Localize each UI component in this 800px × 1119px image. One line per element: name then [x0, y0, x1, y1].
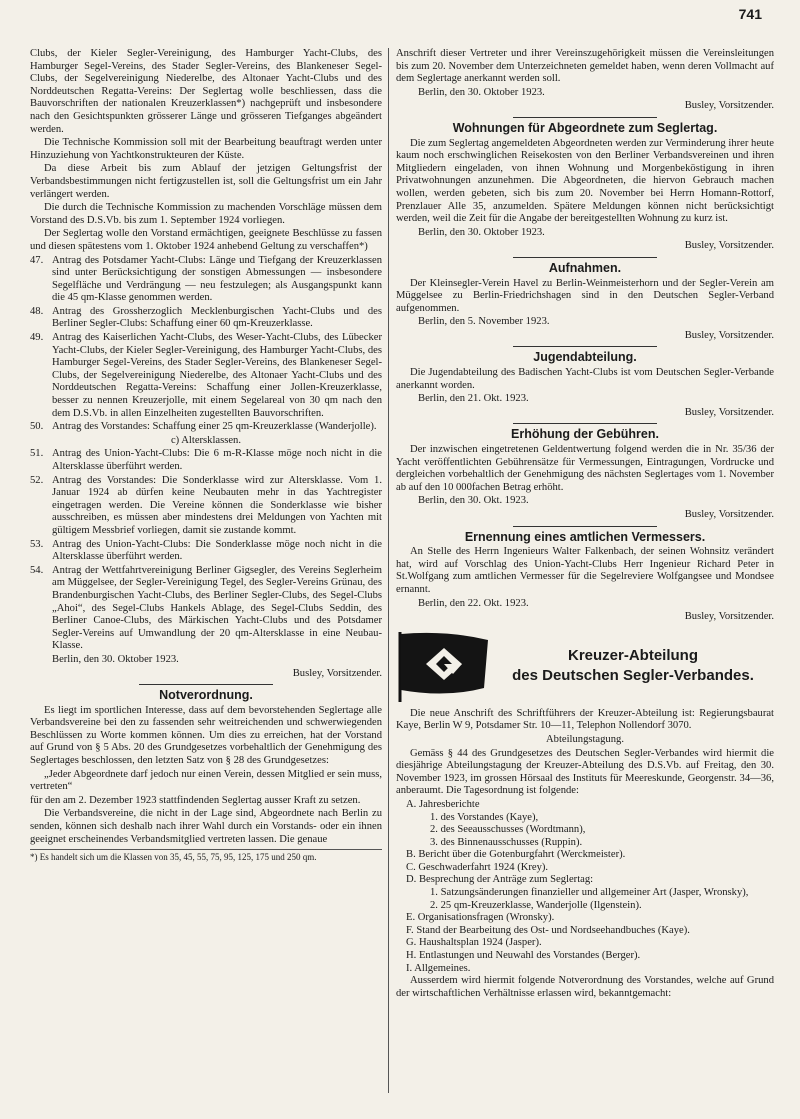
section-rule: [139, 684, 273, 685]
motion-number: 48.: [30, 305, 44, 317]
motion-51: [30, 448, 382, 473]
paragraph: Die zum Seglertag angemeldeten Abgeordneten werden zur Verminderung ihrer heute kaum noch erschwinglichen Reisekosten von den Berliner Verbandsvereinen und ihren Mitgliedern eingeladen, von ihnen Wohnung und Morgenbeköstigung in ihren Privatwohnungen anzunehmen. Die Abgeordneten, die hiervon Gebrauch machen wollen, werden gebeten, sich bis zum 20. November bei Herrn Homann-Rottorf, Prenzlauer Alle 35, anzumelden. Spätere Meldungen können nicht berücksichtigt werden, weil die Zeit für die Angabe der bereitgestellten Wohnung zu kurz ist.: [396, 137, 774, 225]
agenda-subitem: 1. Satzungsänderungen finanzieller und allgemeiner Art (Jasper, Wronsky),: [430, 887, 749, 899]
agenda-item: F. Stand der Bearbeitung des Ost- und Nordseehandbuches (Kaye).: [406, 924, 690, 936]
motion-text: Antrag des Vorstandes: Die Sonderklasse wird zur Altersklasse. Vom 1. Januar 1924 ab dürfen keine Neubauten mehr in das Yachtregister eingetragen werden. Die Vereine können die Sonderklasse wie bisher ausschreiben, es müssen aber mindestens drei Meldungen von Yachten mit gültigem Messbrief vorliegen, damit sie zustande kommt.: [52, 474, 382, 536]
right-column: [396, 48, 774, 1093]
motion-52: [30, 475, 382, 538]
motion-47: [30, 255, 382, 305]
kreuzer-title-line1: Kreuzer-Abteilung: [567, 646, 698, 664]
agenda-item: G. Haushaltsplan 1924 (Jasper).: [406, 937, 542, 949]
motion-50: [30, 421, 382, 434]
paragraph: Es liegt im sportlichen Interesse, dass auf dem bevorstehenden Seglertage alle Verbandsvereine bei den zu fassenden sehr weitreichenden und schwerwiegenden Beschlüssen zu Worte kommen können. Um dies zu erreichen, hat der Vorstand auf Grund von § 5 Abs. 20 des Grundgesetzes vorbehaltlich der Genehmigung des Seglertages beschlossen, den letzten Satz von § 28 des Grundgesetzes:: [30, 704, 382, 767]
paragraph: Ausserdem wird hiermit folgende Notverordnung des Vorstandes, welche auf Grund der wirtschaftlichen Verhältnisse erlassen wird, bekanntgemacht:: [396, 975, 774, 999]
motion-number: 54.: [30, 564, 44, 576]
motion-53: [30, 539, 382, 564]
signature: Busley, Vorsitzender.: [292, 667, 382, 679]
agenda-item: H. Entlastungen und Neuwahl des Vorstandes (Berger).: [406, 950, 641, 962]
motion-number: 53.: [30, 538, 44, 550]
paragraph: Anschrift dieser Vertreter und ihrer Vereinszugehörigkeit müssen die Vereinsleitungen bis zum 20. November dem Unterzeichneten gemeldet haben, wenn deren Vollmacht auf dem Seglertage anerkannt werden soll.: [396, 48, 774, 85]
paragraph: für den am 2. Dezember 1923 stattfindenden Seglertag ausser Kraft zu setzen.: [30, 794, 361, 806]
motion-text: Antrag des Vorstandes: Schaffung einer 25 qm-Kreuzerklasse (Wanderjolle).: [52, 421, 377, 433]
section-rule: [513, 423, 657, 424]
motion-text: Antrag des Grossherzoglich Mecklenburgischen Yacht-Clubs und des Berliner Segler-Clubs: Schaffung einer 60 qm-Kreuzerklasse.: [52, 305, 382, 330]
motion-48: [30, 306, 382, 331]
dateline: Berlin, den 30. Oktober 1923.: [418, 86, 545, 98]
agenda-subitem: 1. des Vorstandes (Kaye),: [430, 811, 539, 823]
paragraph: Die durch die Technische Kommission zu machenden Vorschläge müssen dem Vorstand des D.S.Vb. bis zum 1. September 1924 vorliegen.: [30, 202, 382, 226]
agenda-item: A. Jahresberichte: [406, 798, 480, 810]
agenda-item: I. Allgemeines.: [406, 962, 471, 974]
section-rule: [513, 526, 657, 527]
motion-text: Antrag der Wettfahrtvereinigung Berliner Gigsegler, des Vereins Seglerheim am Müggelsee, der Segler-Vereinigung Tegel, des Segler-Vereins Grünau, des Brandenburgischen Yacht-Clubs, des Berliner Segler-Clubs, des Segel-Clubs „Ahoi“, des Segel-Clubs Hankels Ablage, des Segel-Clubs Seddin, des Berliner Canoe-Clubs, des Märkischen Yacht-Clubs und des Potsdamer Segler-Vereins auf Umwandlung der 20 qm-Altersklasse in eine Neubau-Klasse.: [52, 564, 382, 652]
kreuzer-header: [396, 628, 774, 704]
section-title-notverordnung: Notverordnung.: [159, 688, 253, 703]
motion-number: 47.: [30, 254, 44, 266]
agenda-subitem: 2. des Seeausschusses (Wordtmann),: [430, 824, 586, 836]
section-title-wohnungen: Wohnungen für Abgeordnete zum Seglertag.: [452, 120, 718, 135]
paragraph: Da diese Arbeit bis zum Ablauf der jetzigen Geltungsfrist der Verbandsbestimmungen nicht fertigzustellen ist, soll die Geltungsfrist um ein Jahr verlängert werden.: [30, 163, 382, 200]
dateline: Berlin, den 30. Oktober 1923.: [418, 226, 545, 238]
section-title-jugendabteilung: Jugendabteilung.: [533, 350, 637, 365]
footnote: *) Es handelt sich um die Klassen von 35, 45, 55, 75, 95, 125, 175 und 250 qm.: [30, 849, 382, 863]
dateline: Berlin, den 30. Okt. 1923.: [418, 495, 529, 507]
paragraph: Die Jugendabteilung des Badischen Yacht-Clubs ist vom Deutschen Segler-Verbande anerkannt worden.: [396, 367, 774, 391]
signature: Busley, Vorsitzender.: [684, 240, 774, 252]
paragraph: Clubs, der Kieler Segler-Vereinigung, des Hamburger Yacht-Clubs, des Hamburger Segel-Vereins, des Stader Segler-Vereins, des Blankeneser Segel-Clubs, der Segelvereinigung Niederelbe, des Altonaer Yacht-Clubs und des Norddeutschen Regatta-Vereins: Der Seglertag wolle beschliessen, dass die Bauvorschriften der nationalen Kreuzerklassen*) nachgeprüft und insbesondere nach den Gesichtspunkten grösserer Länge und grösseren Tiefganges abgeändert werden.: [30, 48, 382, 135]
agenda-item: E. Organisationsfragen (Wronsky).: [406, 912, 555, 924]
agenda-item: D. Besprechung der Anträge zum Seglertag:: [406, 874, 594, 886]
motion-text: Antrag des Kaiserlichen Yacht-Clubs, des Weser-Yacht-Clubs, des Lübecker Yacht-Clubs, der Kieler Segler-Vereinigung, des Hamburger Yacht-Clubs, des Hamburger Segel-Vereins, des Stader Segler-Vereins, des Blankeneser Segel-Clubs, der Segelvereinigung Niederelbe, des Altonaer Yacht-Clubs und des Norddeutschen Regatta-Vereins: Schaffung einer Jollen-Kreuzerklasse, besser zu nennen Kreuzerjolle, mit einem Segelareal von 30 qm nach den dem D.S.Vb. in allen Einzelheiten zugestellten Bauvorschriften.: [52, 332, 382, 419]
section-rule: [513, 117, 657, 118]
agenda-item: C. Geschwaderfahrt 1924 (Krey).: [406, 861, 549, 873]
column-divider: [388, 48, 389, 1093]
motion-54: [30, 565, 382, 653]
quote: „Jeder Abgeordnete darf jedoch nur einen Verein, dessen Mitglied er sein muss, vertreten“: [30, 768, 382, 793]
motion-text: Antrag des Union-Yacht-Clubs: Die Sonderklasse möge noch nicht in die Altersklasse überführt werden.: [52, 538, 382, 563]
motion-number: 51.: [30, 448, 44, 460]
motion-49: [30, 332, 382, 420]
paragraph: Die Technische Kommission soll mit der Bearbeitung beauftragt werden unter Hinzuziehung von Yachtkonstrukteuren der Küste.: [30, 137, 382, 161]
subheading-abteilungstagung: Abteilungstagung.: [546, 733, 624, 745]
kreuzer-title: [492, 646, 774, 686]
motion-number: 49.: [30, 332, 44, 344]
agenda-item: B. Bericht über die Gotenburgfahrt (Werckmeister).: [406, 849, 626, 861]
agenda-list: [396, 799, 774, 975]
signature: Busley, Vorsitzender.: [684, 329, 774, 341]
dateline: Berlin, den 22. Okt. 1923.: [418, 597, 529, 609]
signature: Busley, Vorsitzender.: [684, 611, 774, 623]
section-rule: [513, 257, 657, 258]
dateline: Berlin, den 5. November 1923.: [418, 316, 550, 328]
burgee-flag-icon: [396, 628, 492, 704]
section-rule: [513, 346, 657, 347]
motion-text: Antrag des Union-Yacht-Clubs: Die 6 m-R-Klasse möge noch nicht in die Altersklasse überführt werden.: [52, 448, 382, 472]
section-title-gebuehren: Erhöhung der Gebühren.: [511, 427, 659, 442]
paragraph: An Stelle des Herrn Ingenieurs Walter Falkenbach, der seinen Wohnsitz verändert hat, wird auf Vorschlag des Union-Yacht-Clubs Herr Ingenieur Richard Peter in St.Wolfgang zum amtlichen Vermesser für die Segelreviere Wolfgangsee und Mondsee ernannt.: [396, 546, 774, 595]
paragraph: Die Verbandsvereine, die nicht in der Lage sind, Abgeordnete nach Berlin zu senden, können sich deshalb nach ihrer Wahl durch ein Vorstands- oder ein ihnen geeignet erscheinendes Verbandsmitglied vertreten lassen. Die genaue: [30, 808, 382, 845]
paragraph: Die neue Anschrift des Schriftführers der Kreuzer-Abteilung ist: Regierungsbaurat Kaye, Berlin W 9, Potsdamer Str. 10—11, Telephon Nollendorf 3070.: [396, 707, 774, 732]
page-number: 741: [738, 6, 762, 22]
paragraph: Der Seglertag wolle den Vorstand ermächtigen, geeignete Beschlüsse zu fassen und diesen spätestens vom 1. Oktober 1924 anhebend Geltung zu verschaffen*): [30, 228, 382, 252]
signature: Busley, Vorsitzender.: [684, 406, 774, 418]
motion-text: Antrag des Potsdamer Yacht-Clubs: Länge und Tiefgang der Kreuzerklassen sind unter Berücksichtigung der sonstigen Abmessungen — insbesondere Segelfläche und Verdrängung — neu festzulegen; als Ausgangspunkt kann die 45 qm-Klasse genommen werden.: [52, 254, 382, 304]
motion-number: 50.: [30, 421, 44, 433]
paragraph: Gemäss § 44 des Grundgesetzes des Deutschen Segler-Verbandes wird hiermit die diesjährige Abteilungstagung der Kreuzer-Abteilung des D.S.Vb. auf Freitag, den 30. November 1923, im grossen Hörsaal des Instituts für Meereskunde, Georgenstr. 34—36, anberaumt. Die Tagesordnung ist folgende:: [396, 747, 774, 797]
left-column: [30, 48, 382, 1093]
paragraph: Der inzwischen eingetretenen Geldentwertung folgend werden die in Nr. 35/36 der Yacht veröffentlichten Gebührensätze für Vermessungen, Eintragungen, Vordrucke und dergleichen vorbehaltlich der Genehmigung des nächsten Seglertages vom 1. November ab auf den 10 000fachen Betrag erhöht.: [396, 444, 774, 493]
agenda-subitem: 3. des Binnenausschusses (Ruppin).: [430, 836, 583, 848]
agenda-subitem: 2. 25 qm-Kreuzerklasse, Wanderjolle (Ilgenstein).: [430, 899, 642, 911]
section-heading-altersklassen: c) Altersklassen.: [170, 434, 242, 446]
section-title-vermesser: Ernennung eines amtlichen Vermessers.: [464, 529, 706, 544]
signature: Busley, Vorsitzender.: [684, 100, 774, 112]
kreuzer-title-line2: des Deutschen Segler-Verbandes.: [512, 666, 754, 684]
signature: Busley, Vorsitzender.: [684, 509, 774, 520]
section-title-aufnahmen: Aufnahmen.: [548, 260, 622, 275]
dateline: Berlin, den 21. Okt. 1923.: [418, 393, 529, 405]
motion-number: 52.: [30, 474, 44, 486]
paragraph: Der Kleinsegler-Verein Havel zu Berlin-Weinmeisterhorn und der Segler-Verein am Müggelsee zu Berlin-Friedrichshagen sind in den Deutschen Segler-Verband aufgenommen.: [396, 277, 774, 314]
dateline: Berlin, den 30. Oktober 1923.: [52, 653, 179, 665]
